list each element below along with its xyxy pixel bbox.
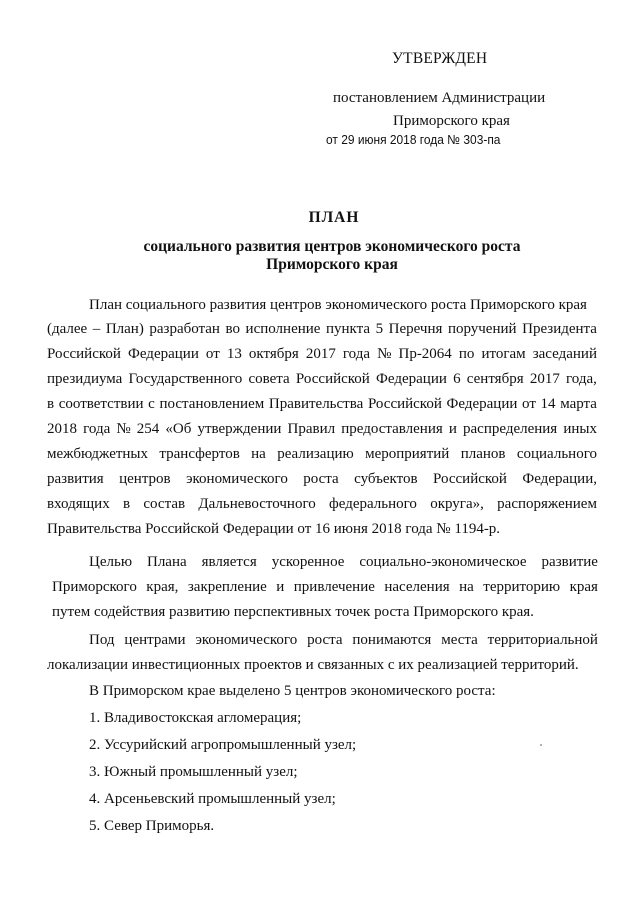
word: распределения xyxy=(463,421,558,437)
word: Правительства xyxy=(268,396,364,412)
word: Государственного xyxy=(128,371,243,387)
word: экономического xyxy=(186,471,288,487)
word: 2017 xyxy=(529,371,560,387)
word: Дальневосточного xyxy=(198,496,316,512)
word: Пр-2064 xyxy=(398,346,452,362)
list-item: 1. Владивостокская агломерация; xyxy=(89,710,302,726)
word: с xyxy=(148,396,155,412)
word: на xyxy=(459,579,474,595)
word: 6 xyxy=(453,371,461,387)
word: ускоренное xyxy=(271,554,345,570)
word: места xyxy=(441,632,478,648)
word: Под xyxy=(89,632,115,648)
word: социально-экономическое xyxy=(359,554,527,570)
word: заседаний xyxy=(532,346,597,362)
word: пункта xyxy=(326,321,371,337)
paragraph-line xyxy=(47,346,597,363)
word: марта xyxy=(560,396,597,412)
word: утверждении xyxy=(197,421,282,437)
decree-line: постановлением Администрации xyxy=(333,90,546,106)
word: реализацию xyxy=(277,446,354,462)
paragraph-line: Правительства Российской Федерации от 16 июня 2018 года № 1194-р. xyxy=(47,521,501,537)
word: Российской xyxy=(433,471,507,487)
list-item: 2. Уссурийский агропромышленный узел; xyxy=(89,737,357,753)
paragraph-line: План социального развития центров экономического роста Приморского края xyxy=(89,297,587,313)
word: План) xyxy=(105,321,144,337)
word: понимаются xyxy=(352,632,432,648)
paragraph-line: локализации инвестиционных проектов и связанных с их реализацией территорий. xyxy=(47,657,579,673)
word: – xyxy=(92,321,101,337)
word: мероприятий xyxy=(365,446,450,462)
word: состав xyxy=(143,496,186,512)
document-title: ПЛАН xyxy=(308,209,360,226)
decree-line: Приморского края xyxy=(393,113,510,129)
word: Перечня xyxy=(388,321,443,337)
word: субъектов xyxy=(354,471,418,487)
word: октября xyxy=(248,346,299,362)
word: Приморского xyxy=(52,579,137,595)
word: федерального xyxy=(329,496,417,512)
word: 254 xyxy=(136,421,160,437)
word: и xyxy=(448,421,457,437)
word: привлечение xyxy=(293,579,375,595)
paragraph-line xyxy=(47,421,597,438)
word: Правил xyxy=(287,421,336,437)
word: поручений xyxy=(447,321,517,337)
word: предоставления xyxy=(341,421,443,437)
word: территориальной xyxy=(487,632,598,648)
word: года xyxy=(342,346,371,362)
word: исполнение xyxy=(245,321,321,337)
word: на xyxy=(251,446,266,462)
word: от xyxy=(522,396,536,412)
scan-speck xyxy=(540,744,542,746)
word: закрепление xyxy=(187,579,267,595)
word: населения xyxy=(384,579,450,595)
list-item: 5. Север Приморья. xyxy=(89,818,215,834)
word: года, xyxy=(566,371,597,387)
word: по xyxy=(458,346,475,362)
word: края xyxy=(569,579,598,595)
word: Российской xyxy=(295,371,370,387)
word: президиума xyxy=(47,371,123,387)
paragraph-line: В Приморском крае выделено 5 центров экономического роста: xyxy=(89,683,496,699)
word: Плана xyxy=(146,554,187,570)
document-subtitle: социального развития центров экономического роста xyxy=(143,238,521,255)
word: трансфертов xyxy=(159,446,240,462)
word: № xyxy=(377,346,392,362)
word: сентября xyxy=(466,371,524,387)
paragraph-line xyxy=(89,554,598,571)
word: роста xyxy=(307,632,343,648)
word: «Об xyxy=(165,421,192,437)
word: (далее xyxy=(47,321,88,337)
list-item: 4. Арсеньевский промышленный узел; xyxy=(89,791,336,807)
paragraph-line xyxy=(47,321,597,338)
word: соответствии xyxy=(58,396,144,412)
word: итогам xyxy=(481,346,526,362)
word: роста xyxy=(303,471,339,487)
approval-stamp: УТВЕРЖДЕН xyxy=(392,50,488,67)
word: в xyxy=(47,396,55,412)
word: Целью xyxy=(89,554,133,570)
word: края, xyxy=(146,579,179,595)
word: Федерации xyxy=(376,371,447,387)
word: центров xyxy=(119,471,171,487)
word: развития xyxy=(47,471,104,487)
word: округа», xyxy=(430,496,484,512)
word: входящих xyxy=(47,496,110,512)
word: 14 xyxy=(540,396,556,412)
word: Российской xyxy=(367,396,442,412)
word: совета xyxy=(248,371,290,387)
word: 2018 xyxy=(47,421,77,437)
word: социального xyxy=(516,446,597,462)
word: во xyxy=(225,321,240,337)
word: межбюджетных xyxy=(47,446,149,462)
word: центрами xyxy=(124,632,186,648)
paragraph-line xyxy=(52,579,598,596)
word: Президента xyxy=(522,321,597,337)
word: 2017 xyxy=(305,346,336,362)
word: 13 xyxy=(226,346,242,362)
word: 5 xyxy=(375,321,384,337)
paragraph-line: путем содействия развитию перспективных точек роста Приморского края. xyxy=(52,604,534,620)
word: иных xyxy=(563,421,597,437)
list-item: 3. Южный промышленный узел; xyxy=(89,764,298,780)
word: территорию xyxy=(483,579,561,595)
word: планов xyxy=(460,446,506,462)
paragraph-line xyxy=(47,471,597,488)
word: от xyxy=(205,346,220,362)
paragraph-line xyxy=(47,396,597,413)
decree-date: от 29 июня 2018 года № 303-па xyxy=(326,132,501,147)
document-subtitle: Приморского края xyxy=(266,256,398,273)
word: Федерации xyxy=(446,396,518,412)
word: в xyxy=(123,496,131,512)
word: экономического xyxy=(195,632,298,648)
word: и xyxy=(276,579,285,595)
paragraph-line xyxy=(47,446,597,463)
word: № xyxy=(116,421,131,437)
word: постановлением xyxy=(159,396,265,412)
word: развитие xyxy=(541,554,598,570)
word: Федерации xyxy=(128,346,199,362)
word: является xyxy=(201,554,257,570)
paragraph-line xyxy=(89,632,598,649)
word: разработан xyxy=(149,321,220,337)
word: Российской xyxy=(47,346,121,362)
word: распоряжением xyxy=(497,496,597,512)
paragraph-line xyxy=(47,371,597,388)
word: года xyxy=(83,421,111,437)
word: Федерации, xyxy=(522,471,597,487)
paragraph-line xyxy=(47,496,597,513)
